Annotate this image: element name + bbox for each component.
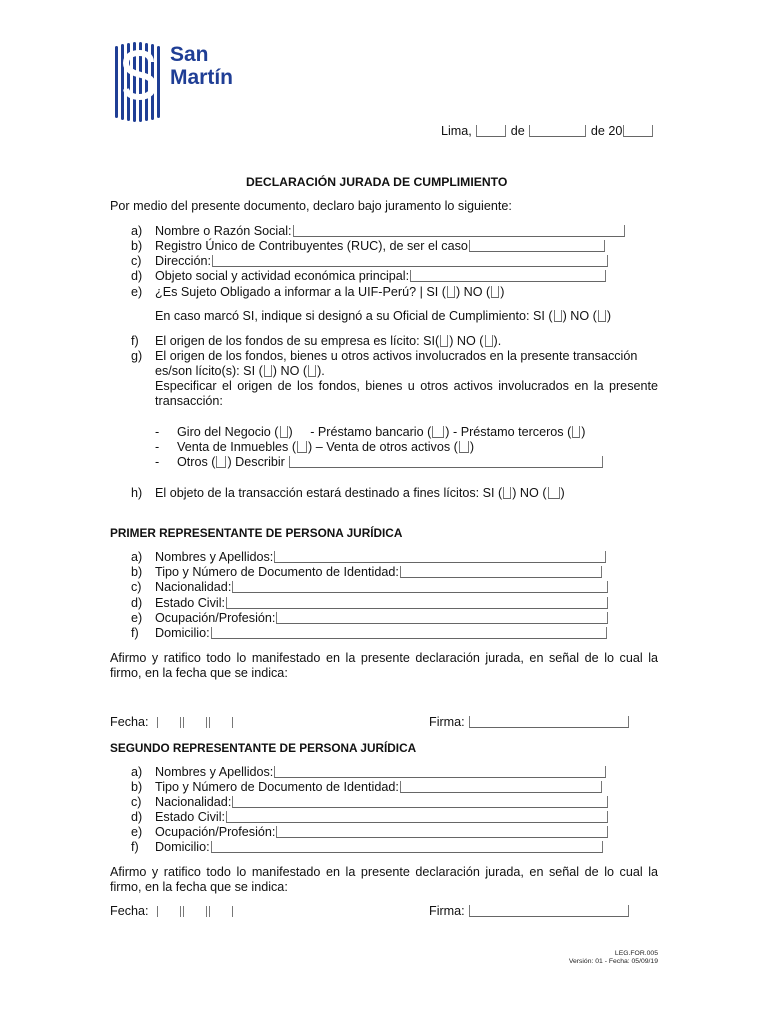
field-label: Nombres y Apellidos: xyxy=(155,550,274,564)
field-label: Ocupación/Profesión: xyxy=(155,611,276,625)
list-dash: - xyxy=(155,455,160,469)
rep1-firma xyxy=(429,715,630,729)
fines-no-checkbox[interactable] xyxy=(548,487,560,499)
firma-label: Firma: xyxy=(429,715,465,729)
field-label: Nacionalidad: xyxy=(155,795,232,809)
item-label-end: ). xyxy=(493,334,502,348)
uif-si-checkbox[interactable] xyxy=(447,286,455,298)
fondos-no-checkbox[interactable] xyxy=(485,335,493,347)
item-letter: g) xyxy=(131,349,143,363)
item-letter: f) xyxy=(131,626,139,640)
rep2-heading: SEGUNDO REPRESENTANTE DE PERSONA JURÍDICA xyxy=(110,741,417,755)
fecha-label: Fecha: xyxy=(110,715,149,729)
logo-wordmark xyxy=(170,43,233,89)
option-label: - Préstamo terceros ( xyxy=(453,425,572,439)
rep2-fecha-month[interactable] xyxy=(183,906,207,917)
rep2-domicilio-field[interactable] xyxy=(211,841,603,853)
rep1-fecha-month[interactable] xyxy=(183,717,207,728)
rep2-ocupacion-field[interactable] xyxy=(276,826,608,838)
rep1-field-b xyxy=(131,565,603,579)
item-d xyxy=(131,269,607,283)
item-f xyxy=(131,334,501,348)
item-letter: h) xyxy=(131,486,143,500)
field-label: Tipo y Número de Documento de Identidad: xyxy=(155,780,399,794)
firma-label: Firma: xyxy=(429,904,465,918)
logo-mark-icon xyxy=(113,42,165,122)
rep1-affirm-text: Afirmo y ratifico todo lo manifestado en la presente declaración jurada, en señal de lo cual la firmo, en la fecha que se indica: xyxy=(110,651,658,680)
otros-checkbox[interactable] xyxy=(216,456,226,468)
field-label: Tipo y Número de Documento de Identidad: xyxy=(155,565,399,579)
item-b xyxy=(131,239,606,253)
rep2-nacionalidad-field[interactable] xyxy=(232,796,608,808)
item-letter: f) xyxy=(131,840,139,854)
document-footer xyxy=(569,950,658,966)
item-c xyxy=(131,254,609,268)
rep2-field-e xyxy=(131,825,609,839)
year-field[interactable] xyxy=(623,125,653,137)
note-label-mid: ) NO ( xyxy=(562,309,597,323)
objeto-social-field[interactable] xyxy=(410,270,606,282)
item-letter: b) xyxy=(131,565,143,579)
field-label: Ocupación/Profesión: xyxy=(155,825,276,839)
option-label: ) xyxy=(288,425,293,439)
rep2-estado-civil-field[interactable] xyxy=(226,811,608,823)
rep2-firma-field[interactable] xyxy=(469,905,629,917)
rep1-nacionalidad-field[interactable] xyxy=(232,581,608,593)
rep2-fecha xyxy=(110,904,234,918)
rep1-fecha-year[interactable] xyxy=(209,717,233,728)
rep1-ocupacion-field[interactable] xyxy=(276,612,608,624)
item-letter: a) xyxy=(131,224,143,238)
activos-no-checkbox[interactable] xyxy=(308,365,316,377)
oficial-no-checkbox[interactable] xyxy=(598,310,606,322)
de-label-1: de xyxy=(510,124,525,138)
venta-otros-checkbox[interactable] xyxy=(459,441,469,453)
item-label: Registro Único de Contribuyentes (RUC), de ser el caso xyxy=(155,239,468,253)
note-label-end: ) xyxy=(606,309,612,323)
item-label-end: ). xyxy=(317,364,325,378)
form-code: LEG.FOR.005 xyxy=(614,950,658,957)
prestamo-terceros-checkbox[interactable] xyxy=(572,426,580,438)
item-label: El origen de los fondos, bienes u otros activos involucrados en la presente transacción xyxy=(155,349,638,363)
item-g-spec: Especificar el origen de los fondos, bienes u otros activos involucrados en la presente transacción: xyxy=(155,379,658,408)
item-label-mid: ) NO ( xyxy=(272,364,308,378)
rep2-nombres-field[interactable] xyxy=(274,766,606,778)
item-letter: a) xyxy=(131,550,143,564)
field-label: Estado Civil: xyxy=(155,810,225,824)
item-letter: b) xyxy=(131,239,143,253)
rep2-documento-field[interactable] xyxy=(400,781,602,793)
rep2-field-f xyxy=(131,840,604,854)
item-label: es/son lícito(s): SI ( xyxy=(155,364,263,378)
rep1-field-a xyxy=(131,550,607,564)
fondos-si-checkbox[interactable] xyxy=(440,335,448,347)
rep1-field-d xyxy=(131,596,609,610)
field-label: Estado Civil: xyxy=(155,596,225,610)
month-field[interactable] xyxy=(529,125,586,137)
list-dash: - xyxy=(155,440,160,454)
rep1-estado-civil-field[interactable] xyxy=(226,597,608,609)
item-label-end: ) xyxy=(500,285,505,299)
day-field[interactable] xyxy=(476,125,506,137)
city-label: Lima, xyxy=(441,124,472,138)
item-letter: d) xyxy=(131,596,143,610)
logo-line-2: Martín xyxy=(170,66,233,89)
field-label: Nombres y Apellidos: xyxy=(155,765,274,779)
item-label-mid: ) NO ( xyxy=(512,486,547,500)
item-label-end: ) xyxy=(560,486,565,500)
option-label: Venta de Inmuebles ( xyxy=(177,440,297,454)
rep2-field-a xyxy=(131,765,607,779)
field-label: Nacionalidad: xyxy=(155,580,232,594)
date-header xyxy=(441,124,654,138)
item-label: El origen de los fondos de su empresa es lícito: SI( xyxy=(155,334,440,348)
ruc-field[interactable] xyxy=(469,240,605,252)
razon-social-field[interactable] xyxy=(293,225,625,237)
rep1-heading: PRIMER REPRESENTANTE DE PERSONA JURÍDICA xyxy=(110,526,403,540)
item-letter: e) xyxy=(131,285,143,299)
option-label: ) xyxy=(469,440,475,454)
rep1-nombres-field[interactable] xyxy=(274,551,606,563)
fines-si-checkbox[interactable] xyxy=(503,487,511,499)
item-h xyxy=(131,486,565,500)
origin-option-2 xyxy=(155,440,474,454)
rep2-affirm-text: Afirmo y ratifico todo lo manifestado en la presente declaración jurada, en señal de lo cual la firmo, en la fecha que se indica: xyxy=(110,865,658,894)
de-label-2: de 20 xyxy=(590,124,623,138)
option-label: ) – Venta de otros activos ( xyxy=(308,440,458,454)
item-letter: b) xyxy=(131,780,143,794)
item-letter: d) xyxy=(131,269,143,283)
item-label: El objeto de la transacción estará destinado a fines lícitos: SI ( xyxy=(155,486,503,500)
document-title: DECLARACIÓN JURADA DE CUMPLIMIENTO xyxy=(246,175,508,189)
item-label: Nombre o Razón Social: xyxy=(155,224,292,238)
origin-option-1 xyxy=(155,425,585,439)
item-letter: e) xyxy=(131,611,143,625)
item-g-line2 xyxy=(155,364,325,378)
uif-no-checkbox[interactable] xyxy=(491,286,499,298)
option-label: Giro del Negocio ( xyxy=(177,425,279,439)
rep1-domicilio-field[interactable] xyxy=(211,627,607,639)
item-label: ¿Es Sujeto Obligado a informar a la UIF-Perú? | SI ( xyxy=(155,285,446,299)
option-label: ) xyxy=(445,425,450,439)
item-letter: f) xyxy=(131,334,139,348)
rep1-field-f xyxy=(131,626,608,640)
item-g xyxy=(131,349,637,363)
item-a xyxy=(131,224,626,238)
rep1-field-c xyxy=(131,580,609,594)
option-label: ) Describir xyxy=(227,455,285,469)
intro-text: Por medio del presente documento, declaro bajo juramento lo siguiente: xyxy=(110,199,512,213)
activos-si-checkbox[interactable] xyxy=(264,365,272,377)
field-label: Domicilio: xyxy=(155,840,210,854)
item-e xyxy=(131,285,504,299)
logo-line-1: San xyxy=(170,43,209,66)
rep2-field-b xyxy=(131,780,603,794)
item-letter: a) xyxy=(131,765,143,779)
fecha-label: Fecha: xyxy=(110,904,149,918)
rep2-fecha-day[interactable] xyxy=(157,906,181,917)
option-label: - Préstamo bancario ( xyxy=(310,425,432,439)
field-label: Domicilio: xyxy=(155,626,210,640)
rep2-field-c xyxy=(131,795,609,809)
direccion-field[interactable] xyxy=(212,255,608,267)
rep1-field-e xyxy=(131,611,609,625)
option-label: Otros ( xyxy=(177,455,216,469)
describir-field[interactable] xyxy=(289,456,603,468)
origin-option-3 xyxy=(155,455,604,469)
rep2-firma xyxy=(429,904,630,918)
item-label-mid: ) NO ( xyxy=(449,334,484,348)
option-label: ) xyxy=(581,425,586,439)
note-label: En caso marcó SI, indique si designó a su Oficial de Cumplimiento: SI ( xyxy=(155,309,553,323)
item-e-note xyxy=(155,309,611,323)
item-label: Objeto social y actividad económica principal: xyxy=(155,269,410,283)
list-dash: - xyxy=(155,425,160,439)
rep1-documento-field[interactable] xyxy=(400,566,602,578)
item-label: Dirección: xyxy=(155,254,211,268)
rep1-fecha-day[interactable] xyxy=(157,717,181,728)
giro-negocio-checkbox[interactable] xyxy=(280,426,288,438)
rep2-fecha-year[interactable] xyxy=(209,906,233,917)
form-version: Versión: 01 - Fecha: 05/09/19 xyxy=(568,958,658,965)
prestamo-bancario-checkbox[interactable] xyxy=(432,426,444,438)
rep2-field-d xyxy=(131,810,609,824)
item-letter: d) xyxy=(131,810,143,824)
venta-inmuebles-checkbox[interactable] xyxy=(297,441,307,453)
item-letter: c) xyxy=(131,795,142,809)
item-letter: c) xyxy=(131,580,142,594)
item-letter: c) xyxy=(131,254,142,268)
rep1-fecha xyxy=(110,715,234,729)
item-letter: e) xyxy=(131,825,143,839)
rep1-firma-field[interactable] xyxy=(469,716,629,728)
oficial-si-checkbox[interactable] xyxy=(554,310,562,322)
item-label-mid: ) NO ( xyxy=(455,285,491,299)
